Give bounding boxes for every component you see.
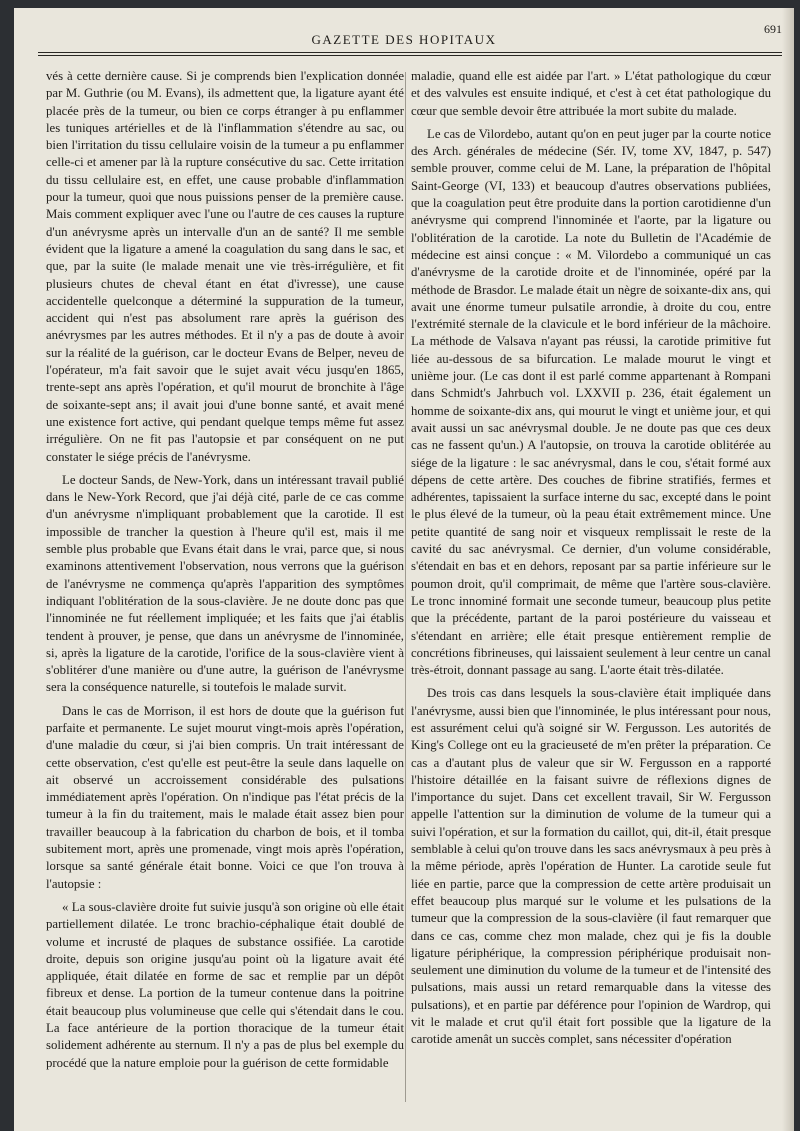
paragraph: vés à cette dernière cause. Si je comprends bien l'explication donnée par M. Guthrie (ou M. Evans), ils admettent que, la ligature ayant été placée près de la tumeur, ou bien ce corps étranger à pu enflammer les tuniques artérielles et de là l'inflammation s'étendre au sac, ou bien l'irritation du tissu cellulaire voisin de la tumeur a pu enflammer celle-ci et amener par là la rupture consécutive du sac. Cette irritation du tissu cellulaire est, en effet, une cause probable d'inflammation pour la tumeur, quoi que nous puissions penser de la première cause. Mais comment expliquer avec l'une ou l'autre de ces causes la rupture d'un anévrysme après un intervalle d'un an de santé? Il me semble évident que la ligature a amené la coagulation du sang dans le sac, et que, par la suite (le malade menait une vie très-irrégulière, et fit plusieurs chutes de cheval étant en état d'ivresse), une cause accidentelle quelconque a déterminé la suppuration de la tumeur, accident qui n'est pas absolument rare après la guérison des anévrysmes par les autres méthodes. Et il n'y a pas de doute à avoir sur la réalité de la guérison, car le docteur Evans de Belper, neveu de l'opérateur, m'a fait savoir que le sujet avait vécu jusqu'en 1865, trente-sept ans après l'opération, et qu'il mourut de bronchite à l'âge de soixante-sept ans; il avait joui d'une bonne santé, et avait mené une existence fort active, qui pendant quelque temps même fut assez irrégulière. On ne fit pas l'autopsie et par conséquent on ne put constater le siége précis de l'anévrysme. — [46, 69, 404, 464]
paragraph: Le docteur Sands, de New-York, dans un intéressant travail publié dans le New-York Record, que j'ai déjà cité, parle de ce cas comme d'un anévrysme n'impliquant probablement que la carotide. Il est impossible de trancher la question à l'heure qu'il est, mais il me semble plus probable que Evans était dans le vrai, parce que, si nous examinons attentivement l'observation, nous verrons que la guérison de l'anévrysme ne commença qu'après l'apparition des symptômes indiquant l'oblitération de la sous-clavière. Je ne doute donc pas que l'innominée ne fut réellement impliquée; et les faits que j'ai établis tendent à prouver, je pense, que dans un anévrysme de l'innominée, si, après la ligature de la carotide, l'orifice de la sous-clavière vient à s'oblitérer d'une manière ou d'une autre, la guérison de l'anévrysme sera la conséquence naturelle, si toutefois le malade survit. — [46, 472, 404, 695]
page-number: 691 — [764, 22, 782, 36]
journal-title: GAZETTE DES HOPITAUX — [311, 32, 497, 47]
paragraph: Dans le cas de Morrison, il est hors de doute que la guérison fut parfaite et permanente. Le sujet mourut vingt-mois après l'opération, d'une maladie du cœur, si j'ai bien compris. Un trait intéressant de cette observation, c'est qu'elle est peut-être la seule dans laquelle on ait observé un accroissement considérable des pulsations immédiatement après l'opération. On n'indique pas l'état précis de la tumeur à la fin du traitement, mais le malade était assez bien pour travailler beaucoup à la fabrication du charbon de bois, et il tomba subitement mort, après une promenade, vingt mois après l'opération, lorsque sa santé générale était bonne. Voici ce que l'on trouva à l'autopsie : — [46, 703, 404, 891]
journal-page — [14, 8, 794, 1131]
header-rule — [38, 52, 782, 56]
column-divider — [405, 72, 406, 1102]
paragraph: Des trois cas dans lesquels la sous-clavière était impliquée dans l'anévrysme, aussi bien que l'innominée, le plus intéressant pour nous, est assurément celui qu'à soigné sir W. Fergusson. Les autorités de King's College ont eu la gracieuseté de m'en prêter la préparation. Ce cas a d'autant plus de valeur que sir W. Fergusson en a rapporté l'histoire détaillée en la faisant suivre de réflexions dignes de l'importance du sujet. Dans cet excellent travail, Sir W. Fergusson appelle l'attention sur la diminution de volume de la tumeur qui a suivi l'opération, et sur la formation du caillot, qui, dit-il, était presque semblable à celui qu'on trouve dans les sacs anévrysmaux à peu près à la même période, après l'opération de Hunter. La carotide seule fut liée en partie, parce que la compression de cette artère produisait un effet beaucoup plus marqué sur le volume et les pulsations de la tumeur que la compression de la sous-clavière (il faut remarquer que dans ce cas, comme chez mon malade, chez qui je fis la double ligature périphérique, la compression périphérique produisait non-seulement une diminution du volume de la tumeur et de l'intensité des pulsations, mais aussi un retard remarquable dans la vitesse des pulsations), et en partie par déférence pour l'opinion de Wardrop, qui vit le malade et crut qu'il était fort possible que la ligature de la carotide amenât un succès complet, sans nécessiter d'opération — [411, 686, 771, 1047]
right-column — [411, 68, 771, 1118]
paragraph: Le cas de Vilordebo, autant qu'on en peut juger par la courte notice des Arch. générales de médecine (Sér. IV, tome XV, 1847, p. 547) semble prouver, comme celui de M. Lane, la préparation de l'hôpital Saint-George (VI, 133) et beaucoup d'autres observations publiées, que la coagulation peut être produite dans la portion carotidienne d'un anévrysme qui comprend l'innominée et l'aorte, par la ligature ou l'oblitération de la carotide. La note du Bulletin de l'Académie de médecine est ainsi conçue : « M. Vilordebo a communiqué un cas d'anévrysme de la carotide droite et de l'innominée, opéré par la méthode de Brasdor. Le malade était un nègre de soixante-dix ans, qui avait une énorme tumeur pulsatile arrondie, à droite du cou, entre l'extrémité sternale de la clavicule et le bord inférieur de la mâchoire. La méthode de Valsava n'ayant pas réussi, la carotide primitive fut liée au-dessous de sa bifurcation. Le malade mourut le vingt et unième jour. (Le cas dont il est parlé comme appartenant à Rompani dans Schmidt's Jahrbuch vol. LXXVII p. 236, était également un homme de soixante-dix ans, qui mourut le vingt et unième jour, et qui avait aussi un sac anévrysmal double. Je ne doute pas que ces deux cas ne fassent qu'un.) A l'autopsie, on trouva la carotide oblitérée au siége de la ligature : le sac anévrysmal, dans le cou, s'était formé aux dépens de cette artère. Des couches de fibrine stratifiés, fermes et adhérentes, tapissaient la surface interne du sac, excepté dans le point le plus élevé de la tumeur, où la peau était extrêmement mince. Une petite quantité de sang noir et visqueux remplissait le reste de la cavité du sac anévrysmal. Ce dernier, d'un volume considérable, s'étendait en bas et en dehors, reposant par sa partie inférieure sur le poumon droit, qu'il comprimait, de même que l'artère sous-clavière. Le tronc innominé formait une seconde tumeur, beaucoup plus petite que la précédente, partant de la paroi postérieure du vaisseau et s'étendant en arrière; elle était presque entièrement remplie de concrétions fibrineuses, qui laissaient seulement à leur centre un canal très-étroit, donnant passage au sang. L'aorte était très-dilatée. — [411, 126, 771, 678]
page-edge-shadow — [782, 8, 794, 1131]
page-header — [14, 8, 794, 58]
paragraph: « La sous-clavière droite fut suivie jusqu'à son origine où elle était partiellement dilatée. Le tronc brachio-céphalique était doublé de volume et incrusté de plaques de substance ossifiée. La carotide droite, depuis son origine jusqu'au point où la ligature avait été appliquée, était dilatée en forme de sac et remplie par un dépôt fibreux et dense. La portion de la tumeur contenue dans la poitrine était beaucoup plus volumineuse que celle qui s'étendait dans le cou. La face antérieure de la portion thoracique de la tumeur était solidement adhérente au sternum. Il n'y a pas de plus bel exemple du procédé que la nature emploie pour la guérison de cette formidable — [46, 899, 404, 1070]
paragraph: maladie, quand elle est aidée par l'art. » L'état pathologique du cœur et des valvules est ensuite indiqué, et c'est à cet état pathologique du cœur que semble devoir être attribuée la mort subite du malade. — [411, 69, 771, 118]
left-column — [46, 68, 404, 1118]
